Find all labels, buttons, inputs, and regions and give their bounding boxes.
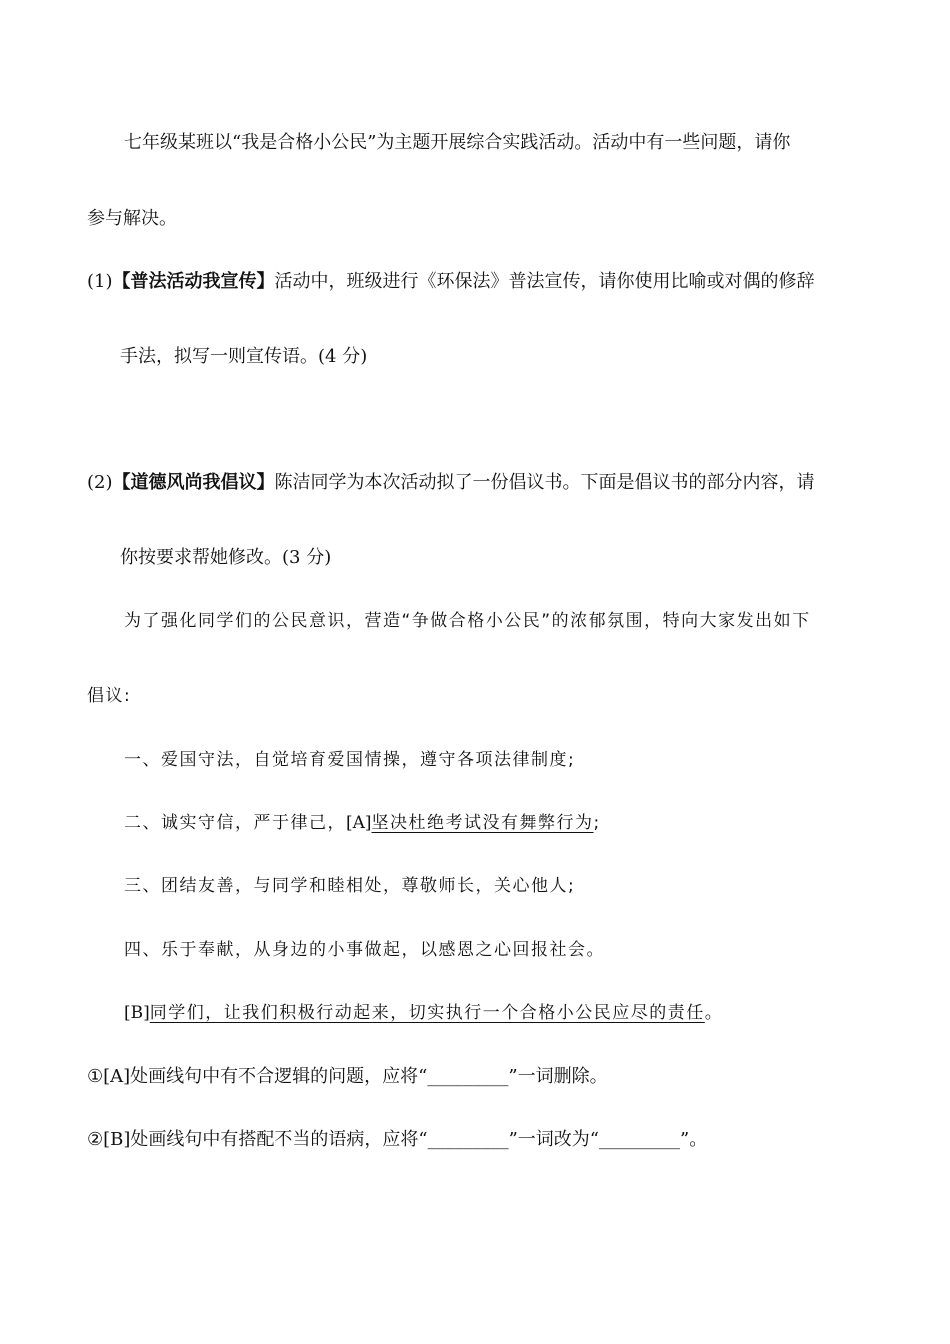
proposal-item-3: 三、团结友善，与同学和睦相处，尊敬师长，关心他人; (124, 876, 576, 896)
question-2-number: (2) (87, 472, 113, 493)
question-1 (87, 270, 815, 294)
proposal-intro-line-2: 倡议: (87, 686, 132, 706)
question-2-continued: 你按要求帮她修改。(3 分) (120, 547, 332, 568)
task-2: ②[B]处画线句中有搭配不当的语病，应将“_________”一词改为“_________”。 (87, 1129, 708, 1150)
question-1-text: 活动中，班级进行《环保法》普法宣传，请你使用比喻或对偶的修辞 (274, 271, 815, 292)
question-2-text: 陈洁同学为本次活动拟了一份倡议书。下面是倡议书的部分内容，请 (274, 472, 815, 493)
question-1-tag: 【普法活动我宣传】 (112, 271, 275, 292)
question-2 (87, 471, 815, 495)
proposal-intro-line-1: 为了强化同学们的公民意识，营造“争做合格小公民”的浓郁氛围，特向大家发出如下 (124, 611, 811, 631)
underlined-sentence-a: 坚决杜绝考试没有舞弊行为 (371, 813, 594, 833)
task-1: ①[A]处画线句中有不合逻辑的问题，应将“_________”一词删除。 (87, 1066, 608, 1087)
intro-line-2: 参与解决。 (87, 208, 177, 229)
proposal-item-2-text: 二、诚实守信，严于律己， (124, 813, 346, 833)
proposal-item-1: 一、爱国守法，自觉培育爱国情操，遵守各项法律制度; (124, 750, 576, 770)
intro-line-1: 七年级某班以“我是合格小公民”为主题开展综合实践活动。活动中有一些问题，请你 (124, 132, 791, 153)
proposal-item-4: 四、乐于奉献，从身边的小事做起，以感恩之心回报社会。 (124, 940, 605, 960)
proposal-item-2 (124, 811, 601, 835)
question-2-tag: 【道德风尚我倡议】 (112, 472, 275, 493)
proposal-item-2-end: ; (593, 813, 601, 833)
question-1-number: (1) (87, 271, 113, 292)
proposal-closing-end: 。 (704, 1003, 724, 1023)
underlined-sentence-b: 同学们，让我们积极行动起来，切实执行一个合格小公民应尽的责任 (149, 1003, 705, 1023)
proposal-closing (124, 1001, 723, 1025)
marker-a: [A] (346, 813, 372, 833)
question-1-continued: 手法，拟写一则宣传语。(4 分) (120, 346, 368, 367)
marker-b: [B] (124, 1003, 150, 1023)
